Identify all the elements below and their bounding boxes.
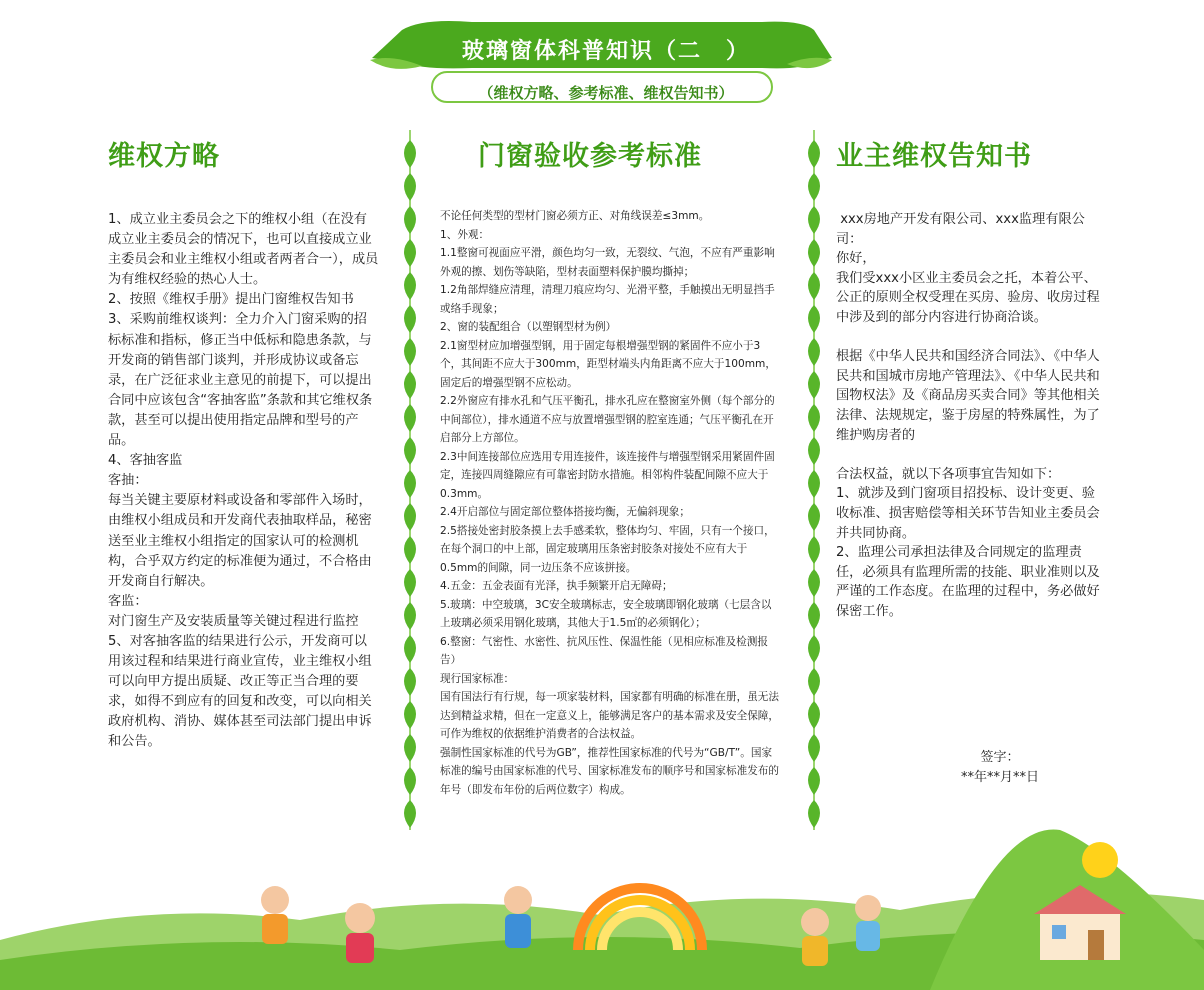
leaf-icon (808, 734, 820, 762)
leaf-icon (404, 668, 416, 696)
leaf-icon (404, 272, 416, 300)
banner-title: 玻璃窗体科普知识（二 ） (461, 39, 750, 64)
left-column-body: 1、成立业主委员会之下的维权小组（在没有成立业主委员会的情况下，也可以直接成立业主委员会和业主维权小组或者两者合一），成员为有维权经验的热心人士。 2、按照《维权手册》提出门窗维权告知书 3、采购前维权谈判：全力介入门窗采购的招标标准和指标，修正当中低标和隐患条款，与开发商的销售部门谈判，并形成协议或备忘录，在广泛征求业主意见的前提下，可以提出合同中应该包含“客抽客监”条款和其它维权条款，甚至可以提出使用指定品牌和型号的产品。 4、客抽客监 客抽： 每当关键主要原材料或设备和零部件入场时，由维权小组成员和开发商代表抽取样品，秘密送至业主维权小组指定的国家认可的检测机构，合乎双方约定的标准便为通过，不合格由开发商自行解决。 客监： 对门窗生产及安装质量等关键过程进行监控 5、对客抽客监的结果进行公示，开发商可以用该过程和结果进行商业宣传，业主维权小组可以向甲方提出质疑、改正等正当合理的要求，如得不到应有的回复和改变，可以向相关政府机构、消协、媒体甚至司法部门提出申诉和公告。 (108, 212, 379, 750)
leaf-icon (808, 206, 820, 234)
leaf-icon (808, 602, 820, 630)
child-figure-4 (801, 908, 829, 966)
leaf-icon (404, 569, 416, 597)
leaf-icon (404, 140, 416, 168)
leaf-icon (404, 602, 416, 630)
leaf-icon (404, 305, 416, 333)
leaf-icon (404, 734, 416, 762)
child-figure-5 (855, 895, 881, 951)
leaf-icon (808, 404, 820, 432)
leaf-icon (808, 140, 820, 168)
bottom-scenery (0, 790, 1204, 990)
leaf-icon (404, 503, 416, 531)
middle-column-title: 门窗验收参考标准 (478, 141, 702, 172)
banner-subtitle: （维权方略、参考标准、维权告知书） (478, 84, 734, 102)
leaf-vine-right (802, 130, 826, 830)
right-column-title: 业主维权告知书 (836, 141, 1032, 172)
leaf-icon (808, 701, 820, 729)
leaf-icon (808, 437, 820, 465)
leaf-icon (808, 668, 820, 696)
leaf-icon (404, 635, 416, 663)
leaf-icon (404, 404, 416, 432)
signature-block (940, 748, 1060, 788)
leaf-icon (404, 470, 416, 498)
leaf-icon (404, 173, 416, 201)
leaf-icon (404, 536, 416, 564)
leaf-icon (404, 338, 416, 366)
leaf-icon (808, 503, 820, 531)
leaf-icon (808, 305, 820, 333)
leaf-icon (808, 635, 820, 663)
leaf-icon (808, 239, 820, 267)
leaf-icon (808, 338, 820, 366)
left-column-title: 维权方略 (108, 141, 220, 172)
child-figure-1 (261, 886, 289, 944)
sun-icon (1082, 842, 1118, 878)
leaf-vine-left (398, 130, 422, 830)
leaf-icon (808, 173, 820, 201)
leaf-icon (404, 206, 416, 234)
sign-label: 签字： (980, 750, 1020, 765)
child-figure-3 (504, 886, 532, 948)
leaf-icon (404, 701, 416, 729)
leaf-icon (808, 371, 820, 399)
leaf-icon (404, 371, 416, 399)
leaf-icon (808, 536, 820, 564)
leaf-icon (404, 239, 416, 267)
leaf-icon (404, 437, 416, 465)
leaf-icon (808, 272, 820, 300)
right-column-body: xxx房地产开发有限公司、xxx监理有限公司： 你好， 我们受xxx小区业主委员会之托，本着公平、公正的原则全权受理在买房、验房、收房过程中涉及到的部分内容进行协商洽谈。 根据《中华人民共和国经济合同法》、《中华人民共和国城市房地产管理法》、《中华人民共和国物权法》及《商品房买卖合同》等其他相关法律、法规规定，鉴于房屋的特殊属性，为了维护购房者的 合法权益，就以下各项事宜告知如下： 1、就涉及到门窗项目招投标、设计变更、验收标准、损害赔偿等相关环节告知业主委员会并共同协商。 2、监理公司承担法律及合同规定的监理责任，必须具有监理所需的技能、职业准则以及严谨的工作态度。在监理的过程中，务必做好保密工作。 (836, 212, 1100, 619)
header-banner (362, 18, 850, 106)
leaf-icon (808, 569, 820, 597)
leaf-icon (808, 470, 820, 498)
date-label: **年**月**日 (960, 770, 1039, 785)
middle-column-body: 不论任何类型的型材门窗必须方正、对角线误差≤3mm。 1、外观： 1.1整窗可视面应平滑，颜色均匀一致，无裂纹、气泡，不应有严重影响外观的擦、划伤等缺陷，型材表面塑料保护膜均撕掉； 1.2角部焊缝应清理，清理刀痕应均匀、光滑平整，手触摸出无明显挡手或络手现象； 2、窗的装配组合（以塑钢型材为例） 2.1窗型材应加增强型钢，用于固定每根增强型钢的紧固件不应小于3个，其间距不应大于300mm，距型材端头内角距离不应大于100mm，固定后的增强型钢不应松动。 2.2外窗应有排水孔和气压平衡孔，排水孔应在整窗室外侧（每个部分的中间部位），排水通道不应与放置增强型钢的腔室连通；气压平衡孔在开启部分上方部位。 2.3中间连接部位应选用专用连接件，该连接件与增强型钢采用紧固件固定，连接四周缝隙应有可靠密封防水措施。相邻构件装配间隙不应大于0.3mm。 2.4开启部位与固定部位整体搭接均衡，无偏斜现象； 2.5搭接处密封胶条摸上去手感柔软，整体均匀、牢固，只有一个接口，在每个洞口的中上部，固定玻璃用压条密封胶条对接处不应有大于0.5mm的间隙，同一边压条不应该拼接。 4.五金：五金表面有光泽，执手频繁开启无障碍； 5.玻璃：中空玻璃，3C安全玻璃标志，安全玻璃即钢化玻璃（七层含以上玻璃必须采用钢化玻璃，其他大于1.5㎡的必须钢化）； 6.整窗：气密性、水密性、抗风压性、保温性能（见相应标准及检测报告） 现行国家标准： 国有国法行有行规，每一项家装材料，国家都有明确的标准在册，虽无法达到精益求精，但在一定意义上，能够满足客户的基本需求及安全保障，可作为维权的依据维护消费者的合法权益。 强制性国家标准的代号为GB”，推荐性国家标准的代号为“GB/T”。国家标准的编号由国家标准的代号、国家标准发布的顺序号和国家标准发布的年号（即发布年份的后两位数字）构成。 (440, 210, 779, 796)
